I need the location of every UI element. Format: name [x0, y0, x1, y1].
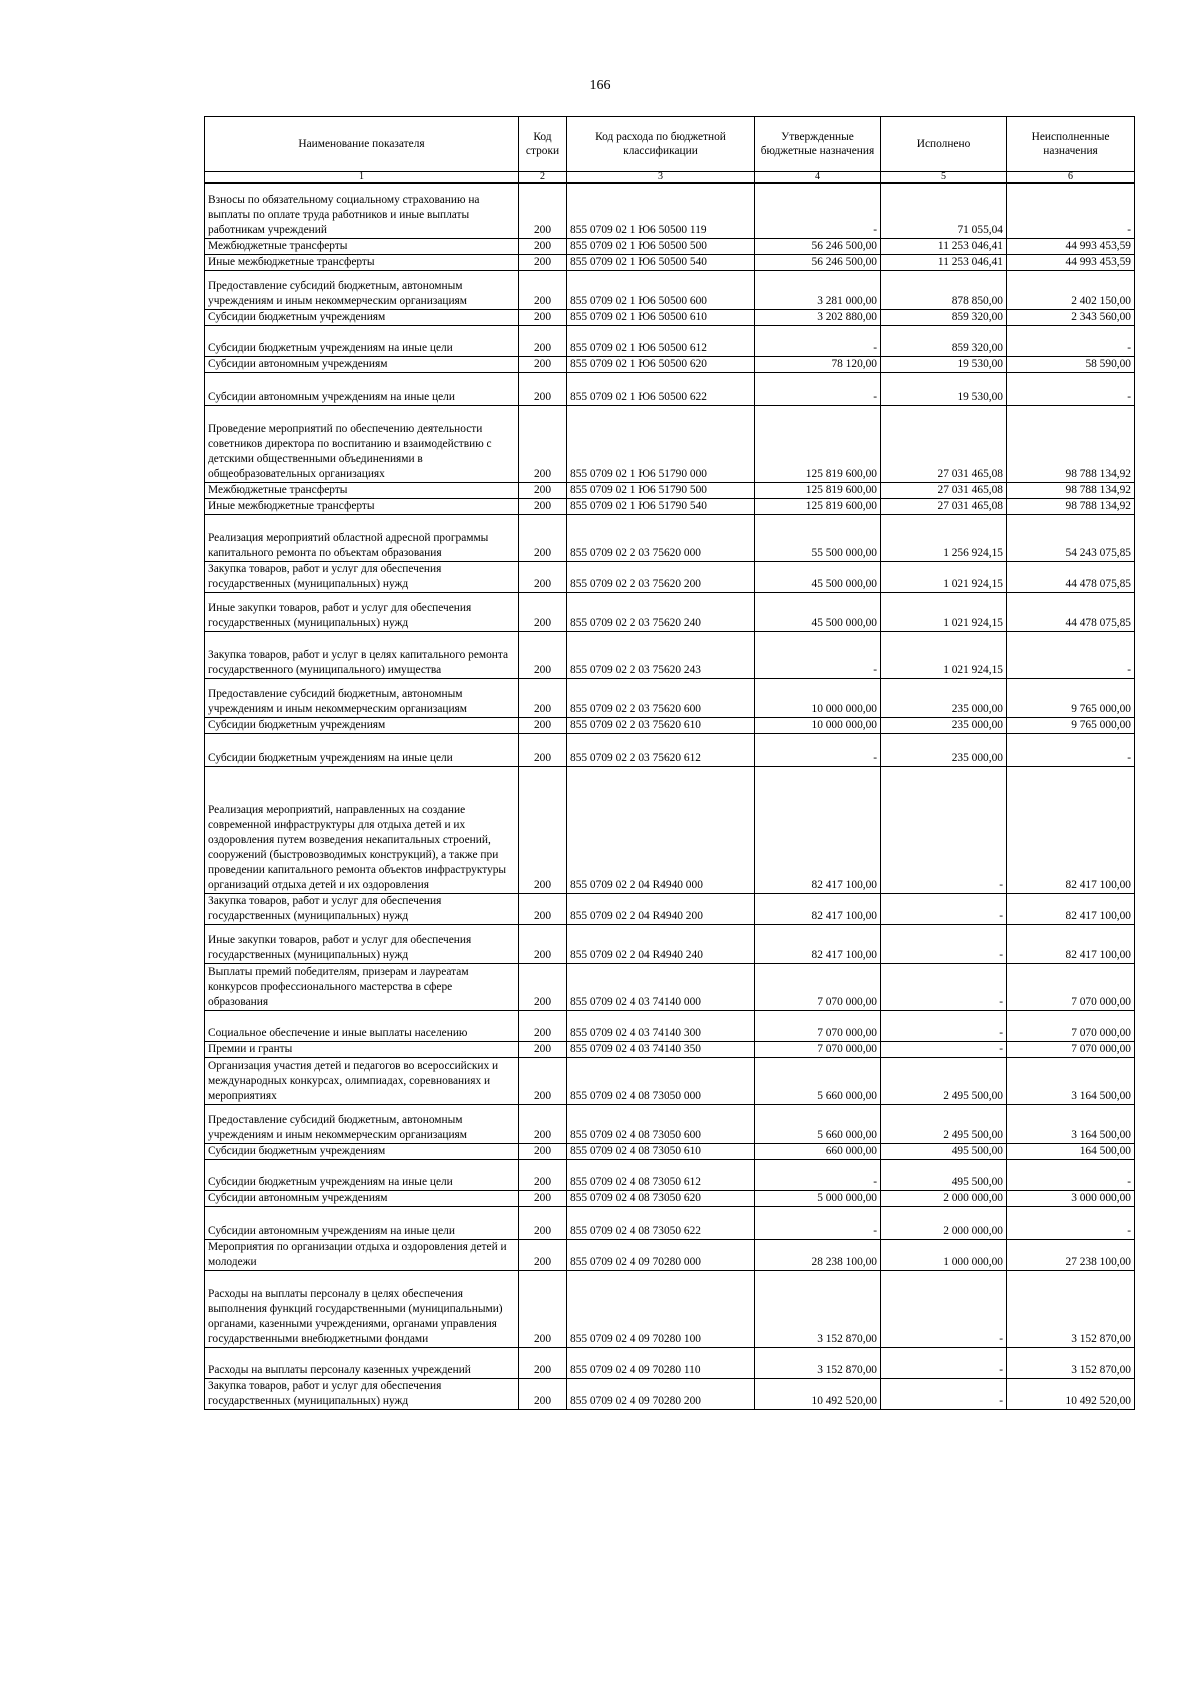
- table-row: [205, 515, 1135, 562]
- row-approved-cell: 125 819 600,00: [755, 499, 881, 515]
- row-line-code-cell: 200: [519, 255, 567, 271]
- row-classification-cell: 855 0709 02 1 Ю6 50500 622: [567, 373, 755, 406]
- row-executed-cell: 71 055,04: [881, 183, 1007, 239]
- row-classification-cell: 855 0709 02 1 Ю6 51790 000: [567, 406, 755, 483]
- row-unexecuted-cell: 3 000 000,00: [1007, 1191, 1135, 1207]
- row-unexecuted-cell: 3 164 500,00: [1007, 1058, 1135, 1105]
- row-classification-cell: 855 0709 02 1 Ю6 50500 540: [567, 255, 755, 271]
- row-classification-cell: 855 0709 02 1 Ю6 50500 500: [567, 239, 755, 255]
- column-header-classification: Код расхода по бюджетной классификации: [567, 117, 755, 172]
- row-classification-cell: 855 0709 02 2 03 75620 200: [567, 562, 755, 593]
- row-line-code-cell: 200: [519, 357, 567, 373]
- row-unexecuted-cell: 3 152 870,00: [1007, 1348, 1135, 1379]
- row-classification-cell: 855 0709 02 2 04 R4940 240: [567, 925, 755, 964]
- table-row: [205, 357, 1135, 373]
- header-row: [205, 117, 1135, 172]
- row-executed-cell: 2 495 500,00: [881, 1058, 1007, 1105]
- row-classification-cell: 855 0709 02 4 08 73050 622: [567, 1207, 755, 1240]
- row-line-code-cell: 200: [519, 718, 567, 734]
- row-classification-cell: 855 0709 02 1 Ю6 51790 540: [567, 499, 755, 515]
- row-name-cell: Иные межбюджетные трансферты: [205, 499, 519, 515]
- row-unexecuted-cell: 9 765 000,00: [1007, 718, 1135, 734]
- table-row: [205, 593, 1135, 632]
- row-approved-cell: -: [755, 632, 881, 679]
- row-name-cell: Реализация мероприятий, направленных на создание современной инфраструктуры для отдыха детей и их оздоровления путем возведения некапитальных строений, сооружений (быстровозводимых конструкций), а также при проведении капитального ремонта объектов инфраструктуры организаций отдыха детей и их оздоровления: [205, 767, 519, 894]
- row-line-code-cell: 200: [519, 515, 567, 562]
- row-approved-cell: 10 492 520,00: [755, 1379, 881, 1410]
- row-classification-cell: 855 0709 02 4 03 74140 350: [567, 1042, 755, 1058]
- row-line-code-cell: 200: [519, 632, 567, 679]
- row-name-cell: Субсидии бюджетным учреждениям: [205, 1144, 519, 1160]
- row-line-code-cell: 200: [519, 894, 567, 925]
- row-name-cell: Субсидии бюджетным учреждениям на иные цели: [205, 734, 519, 767]
- row-name-cell: Субсидии бюджетным учреждениям на иные цели: [205, 1160, 519, 1191]
- row-unexecuted-cell: -: [1007, 734, 1135, 767]
- table-row: [205, 483, 1135, 499]
- row-executed-cell: 11 253 046,41: [881, 239, 1007, 255]
- table-row: [205, 1058, 1135, 1105]
- row-unexecuted-cell: -: [1007, 326, 1135, 357]
- table-row: [205, 1144, 1135, 1160]
- row-line-code-cell: 200: [519, 1240, 567, 1271]
- row-line-code-cell: 200: [519, 326, 567, 357]
- row-classification-cell: 855 0709 02 1 Ю6 50500 610: [567, 310, 755, 326]
- row-unexecuted-cell: 54 243 075,85: [1007, 515, 1135, 562]
- row-executed-cell: -: [881, 1042, 1007, 1058]
- table-row: [205, 1207, 1135, 1240]
- row-line-code-cell: 200: [519, 1160, 567, 1191]
- column-number: 1: [205, 172, 519, 184]
- row-executed-cell: -: [881, 894, 1007, 925]
- row-approved-cell: 45 500 000,00: [755, 562, 881, 593]
- row-executed-cell: 27 031 465,08: [881, 483, 1007, 499]
- row-name-cell: Субсидии бюджетным учреждениям на иные цели: [205, 326, 519, 357]
- row-line-code-cell: 200: [519, 239, 567, 255]
- row-unexecuted-cell: 82 417 100,00: [1007, 894, 1135, 925]
- row-unexecuted-cell: -: [1007, 1207, 1135, 1240]
- row-name-cell: Предоставление субсидий бюджетным, автономным учреждениям и иным некоммерческим организациям: [205, 679, 519, 718]
- row-approved-cell: 45 500 000,00: [755, 593, 881, 632]
- row-classification-cell: 855 0709 02 4 08 73050 620: [567, 1191, 755, 1207]
- row-classification-cell: 855 0709 02 2 03 75620 600: [567, 679, 755, 718]
- row-line-code-cell: 200: [519, 406, 567, 483]
- row-approved-cell: -: [755, 373, 881, 406]
- table-row: [205, 632, 1135, 679]
- table-row: [205, 1105, 1135, 1144]
- row-line-code-cell: 200: [519, 1042, 567, 1058]
- table-row: [205, 406, 1135, 483]
- row-line-code-cell: 200: [519, 562, 567, 593]
- row-executed-cell: 235 000,00: [881, 718, 1007, 734]
- row-approved-cell: -: [755, 1160, 881, 1191]
- table-row: [205, 734, 1135, 767]
- row-executed-cell: -: [881, 1271, 1007, 1348]
- row-line-code-cell: 200: [519, 271, 567, 310]
- table-row: [205, 239, 1135, 255]
- row-name-cell: Предоставление субсидий бюджетным, автономным учреждениям и иным некоммерческим организациям: [205, 1105, 519, 1144]
- row-classification-cell: 855 0709 02 4 09 70280 000: [567, 1240, 755, 1271]
- row-approved-cell: -: [755, 183, 881, 239]
- column-header-line-code: Код строки: [519, 117, 567, 172]
- row-executed-cell: 235 000,00: [881, 734, 1007, 767]
- row-line-code-cell: 200: [519, 1348, 567, 1379]
- row-line-code-cell: 200: [519, 734, 567, 767]
- row-executed-cell: 495 500,00: [881, 1144, 1007, 1160]
- row-line-code-cell: 200: [519, 183, 567, 239]
- table-row: [205, 1379, 1135, 1410]
- row-name-cell: Расходы на выплаты персоналу казенных учреждений: [205, 1348, 519, 1379]
- row-classification-cell: 855 0709 02 4 03 74140 300: [567, 1011, 755, 1042]
- row-name-cell: Субсидии автономным учреждениям на иные цели: [205, 1207, 519, 1240]
- row-classification-cell: 855 0709 02 2 04 R4940 200: [567, 894, 755, 925]
- row-line-code-cell: 200: [519, 679, 567, 718]
- table-row: [205, 1348, 1135, 1379]
- row-executed-cell: 1 021 924,15: [881, 632, 1007, 679]
- row-classification-cell: 855 0709 02 2 03 75620 612: [567, 734, 755, 767]
- table-row: [205, 271, 1135, 310]
- row-executed-cell: -: [881, 964, 1007, 1011]
- row-unexecuted-cell: 27 238 100,00: [1007, 1240, 1135, 1271]
- row-approved-cell: 10 000 000,00: [755, 718, 881, 734]
- row-classification-cell: 855 0709 02 4 09 70280 110: [567, 1348, 755, 1379]
- row-line-code-cell: 200: [519, 310, 567, 326]
- row-approved-cell: -: [755, 1207, 881, 1240]
- row-line-code-cell: 200: [519, 1011, 567, 1042]
- row-approved-cell: 125 819 600,00: [755, 406, 881, 483]
- column-header-name: Наименование показателя: [205, 117, 519, 172]
- row-executed-cell: 19 530,00: [881, 373, 1007, 406]
- row-name-cell: Социальное обеспечение и иные выплаты населению: [205, 1011, 519, 1042]
- row-approved-cell: 28 238 100,00: [755, 1240, 881, 1271]
- row-approved-cell: -: [755, 734, 881, 767]
- row-unexecuted-cell: 58 590,00: [1007, 357, 1135, 373]
- row-name-cell: Закупка товаров, работ и услуг для обеспечения государственных (муниципальных) нужд: [205, 894, 519, 925]
- row-unexecuted-cell: 82 417 100,00: [1007, 925, 1135, 964]
- row-unexecuted-cell: 44 478 075,85: [1007, 593, 1135, 632]
- row-unexecuted-cell: 44 993 453,59: [1007, 239, 1135, 255]
- row-unexecuted-cell: 2 343 560,00: [1007, 310, 1135, 326]
- row-approved-cell: 3 202 880,00: [755, 310, 881, 326]
- row-classification-cell: 855 0709 02 2 04 R4940 000: [567, 767, 755, 894]
- row-executed-cell: 235 000,00: [881, 679, 1007, 718]
- row-executed-cell: 859 320,00: [881, 310, 1007, 326]
- table-row: [205, 679, 1135, 718]
- row-classification-cell: 855 0709 02 4 08 73050 612: [567, 1160, 755, 1191]
- row-name-cell: Мероприятия по организации отдыха и оздоровления детей и молодежи: [205, 1240, 519, 1271]
- row-executed-cell: 2 000 000,00: [881, 1207, 1007, 1240]
- table-row: [205, 925, 1135, 964]
- row-name-cell: Предоставление субсидий бюджетным, автономным учреждениям и иным некоммерческим организациям: [205, 271, 519, 310]
- row-approved-cell: 3 281 000,00: [755, 271, 881, 310]
- row-unexecuted-cell: 7 070 000,00: [1007, 1042, 1135, 1058]
- table-row: [205, 183, 1135, 239]
- row-unexecuted-cell: 7 070 000,00: [1007, 1011, 1135, 1042]
- row-approved-cell: 78 120,00: [755, 357, 881, 373]
- row-unexecuted-cell: 10 492 520,00: [1007, 1379, 1135, 1410]
- page-number: 166: [589, 78, 611, 93]
- column-header-approved: Утвержденные бюджетные назначения: [755, 117, 881, 172]
- row-line-code-cell: 200: [519, 593, 567, 632]
- row-approved-cell: 7 070 000,00: [755, 964, 881, 1011]
- column-number: 6: [1007, 172, 1135, 184]
- row-line-code-cell: 200: [519, 499, 567, 515]
- row-approved-cell: 5 660 000,00: [755, 1105, 881, 1144]
- row-executed-cell: 1 000 000,00: [881, 1240, 1007, 1271]
- row-unexecuted-cell: 2 402 150,00: [1007, 271, 1135, 310]
- row-classification-cell: 855 0709 02 1 Ю6 50500 600: [567, 271, 755, 310]
- row-name-cell: Иные закупки товаров, работ и услуг для обеспечения государственных (муниципальных) нужд: [205, 925, 519, 964]
- table-row: [205, 1042, 1135, 1058]
- table-row: [205, 894, 1135, 925]
- row-executed-cell: 859 320,00: [881, 326, 1007, 357]
- row-name-cell: Иные закупки товаров, работ и услуг для обеспечения государственных (муниципальных) нужд: [205, 593, 519, 632]
- table-row: [205, 1271, 1135, 1348]
- row-name-cell: Субсидии автономным учреждениям: [205, 357, 519, 373]
- row-classification-cell: 855 0709 02 4 08 73050 600: [567, 1105, 755, 1144]
- row-name-cell: Проведение мероприятий по обеспечению деятельности советников директора по воспитанию и взаимодействию с детскими общественными объединениями в общеобразовательных организациях: [205, 406, 519, 483]
- row-unexecuted-cell: 164 500,00: [1007, 1144, 1135, 1160]
- row-name-cell: Субсидии бюджетным учреждениям: [205, 310, 519, 326]
- row-executed-cell: 878 850,00: [881, 271, 1007, 310]
- column-number: 4: [755, 172, 881, 184]
- row-executed-cell: 1 256 924,15: [881, 515, 1007, 562]
- row-approved-cell: 82 417 100,00: [755, 767, 881, 894]
- row-unexecuted-cell: 3 152 870,00: [1007, 1271, 1135, 1348]
- row-line-code-cell: 200: [519, 1058, 567, 1105]
- row-executed-cell: -: [881, 925, 1007, 964]
- table-row: [205, 562, 1135, 593]
- row-classification-cell: 855 0709 02 1 Ю6 50500 119: [567, 183, 755, 239]
- row-approved-cell: 56 246 500,00: [755, 255, 881, 271]
- row-executed-cell: -: [881, 1348, 1007, 1379]
- row-classification-cell: 855 0709 02 4 08 73050 610: [567, 1144, 755, 1160]
- row-approved-cell: 5 660 000,00: [755, 1058, 881, 1105]
- row-approved-cell: 56 246 500,00: [755, 239, 881, 255]
- row-classification-cell: 855 0709 02 4 03 74140 000: [567, 964, 755, 1011]
- row-executed-cell: 27 031 465,08: [881, 406, 1007, 483]
- row-unexecuted-cell: 82 417 100,00: [1007, 767, 1135, 894]
- row-approved-cell: 10 000 000,00: [755, 679, 881, 718]
- row-executed-cell: -: [881, 1011, 1007, 1042]
- row-executed-cell: 2 495 500,00: [881, 1105, 1007, 1144]
- row-executed-cell: 27 031 465,08: [881, 499, 1007, 515]
- table-row: [205, 964, 1135, 1011]
- row-classification-cell: 855 0709 02 2 03 75620 000: [567, 515, 755, 562]
- row-line-code-cell: 200: [519, 964, 567, 1011]
- row-unexecuted-cell: 98 788 134,92: [1007, 499, 1135, 515]
- column-number: 2: [519, 172, 567, 184]
- row-name-cell: Закупка товаров, работ и услуг для обеспечения государственных (муниципальных) нужд: [205, 1379, 519, 1410]
- row-unexecuted-cell: 98 788 134,92: [1007, 483, 1135, 499]
- row-line-code-cell: 200: [519, 373, 567, 406]
- table-row: [205, 373, 1135, 406]
- row-line-code-cell: 200: [519, 1271, 567, 1348]
- row-unexecuted-cell: 7 070 000,00: [1007, 964, 1135, 1011]
- row-line-code-cell: 200: [519, 1191, 567, 1207]
- row-line-code-cell: 200: [519, 1105, 567, 1144]
- row-unexecuted-cell: -: [1007, 373, 1135, 406]
- row-approved-cell: -: [755, 326, 881, 357]
- row-unexecuted-cell: 44 993 453,59: [1007, 255, 1135, 271]
- row-approved-cell: 3 152 870,00: [755, 1348, 881, 1379]
- row-line-code-cell: 200: [519, 1379, 567, 1410]
- table-row: [205, 767, 1135, 894]
- row-executed-cell: 1 021 924,15: [881, 562, 1007, 593]
- row-name-cell: Реализация мероприятий областной адресной программы капитального ремонта по объектам образования: [205, 515, 519, 562]
- row-unexecuted-cell: -: [1007, 632, 1135, 679]
- row-name-cell: Премии и гранты: [205, 1042, 519, 1058]
- row-unexecuted-cell: -: [1007, 183, 1135, 239]
- row-name-cell: Расходы на выплаты персоналу в целях обеспечения выполнения функций государственными (муниципальными) органами, казенными учреждениями, органами управления государственными внебюджетными фондами: [205, 1271, 519, 1348]
- row-name-cell: Субсидии автономным учреждениям на иные цели: [205, 373, 519, 406]
- row-classification-cell: 855 0709 02 4 09 70280 200: [567, 1379, 755, 1410]
- row-executed-cell: 495 500,00: [881, 1160, 1007, 1191]
- row-approved-cell: 7 070 000,00: [755, 1011, 881, 1042]
- table-row: [205, 1240, 1135, 1271]
- row-unexecuted-cell: -: [1007, 1160, 1135, 1191]
- column-header-unexecuted: Неисполненные назначения: [1007, 117, 1135, 172]
- table-row: [205, 1191, 1135, 1207]
- row-approved-cell: 5 000 000,00: [755, 1191, 881, 1207]
- row-name-cell: Субсидии бюджетным учреждениям: [205, 718, 519, 734]
- row-executed-cell: -: [881, 1379, 1007, 1410]
- row-unexecuted-cell: 98 788 134,92: [1007, 406, 1135, 483]
- row-approved-cell: 55 500 000,00: [755, 515, 881, 562]
- row-classification-cell: 855 0709 02 2 03 75620 240: [567, 593, 755, 632]
- row-line-code-cell: 200: [519, 767, 567, 894]
- row-unexecuted-cell: 44 478 075,85: [1007, 562, 1135, 593]
- table-row: [205, 718, 1135, 734]
- row-name-cell: Межбюджетные трансферты: [205, 239, 519, 255]
- row-executed-cell: 11 253 046,41: [881, 255, 1007, 271]
- row-approved-cell: 82 417 100,00: [755, 894, 881, 925]
- row-classification-cell: 855 0709 02 4 09 70280 100: [567, 1271, 755, 1348]
- row-approved-cell: 82 417 100,00: [755, 925, 881, 964]
- table-row: [205, 326, 1135, 357]
- column-number-row: [205, 172, 1135, 184]
- row-name-cell: Взносы по обязательному социальному страхованию на выплаты по оплате труда работников и иные выплаты работникам учреждений: [205, 183, 519, 239]
- budget-execution-table: [204, 116, 1135, 1410]
- row-unexecuted-cell: 3 164 500,00: [1007, 1105, 1135, 1144]
- row-line-code-cell: 200: [519, 1207, 567, 1240]
- row-executed-cell: 19 530,00: [881, 357, 1007, 373]
- row-name-cell: Субсидии автономным учреждениям: [205, 1191, 519, 1207]
- row-line-code-cell: 200: [519, 483, 567, 499]
- row-name-cell: Выплаты премий победителям, призерам и лауреатам конкурсов профессионального мастерства в сфере образования: [205, 964, 519, 1011]
- row-approved-cell: 125 819 600,00: [755, 483, 881, 499]
- row-classification-cell: 855 0709 02 1 Ю6 51790 500: [567, 483, 755, 499]
- column-number: 3: [567, 172, 755, 184]
- table-row: [205, 255, 1135, 271]
- row-name-cell: Межбюджетные трансферты: [205, 483, 519, 499]
- row-name-cell: Иные межбюджетные трансферты: [205, 255, 519, 271]
- table-row: [205, 310, 1135, 326]
- row-classification-cell: 855 0709 02 4 08 73050 000: [567, 1058, 755, 1105]
- row-name-cell: Организация участия детей и педагогов во всероссийских и международных конкурсах, олимпиадах, соревнованиях и мероприятиях: [205, 1058, 519, 1105]
- table-row: [205, 1011, 1135, 1042]
- table-row: [205, 499, 1135, 515]
- row-classification-cell: 855 0709 02 1 Ю6 50500 612: [567, 326, 755, 357]
- column-header-executed: Исполнено: [881, 117, 1007, 172]
- row-approved-cell: 3 152 870,00: [755, 1271, 881, 1348]
- row-line-code-cell: 200: [519, 925, 567, 964]
- row-classification-cell: 855 0709 02 2 03 75620 610: [567, 718, 755, 734]
- row-line-code-cell: 200: [519, 1144, 567, 1160]
- row-executed-cell: -: [881, 767, 1007, 894]
- row-classification-cell: 855 0709 02 1 Ю6 50500 620: [567, 357, 755, 373]
- row-unexecuted-cell: 9 765 000,00: [1007, 679, 1135, 718]
- row-approved-cell: 660 000,00: [755, 1144, 881, 1160]
- row-name-cell: Закупка товаров, работ и услуг в целях капитального ремонта государственного (муниципального) имущества: [205, 632, 519, 679]
- row-name-cell: Закупка товаров, работ и услуг для обеспечения государственных (муниципальных) нужд: [205, 562, 519, 593]
- row-classification-cell: 855 0709 02 2 03 75620 243: [567, 632, 755, 679]
- table-row: [205, 1160, 1135, 1191]
- row-executed-cell: 1 021 924,15: [881, 593, 1007, 632]
- row-approved-cell: 7 070 000,00: [755, 1042, 881, 1058]
- row-executed-cell: 2 000 000,00: [881, 1191, 1007, 1207]
- column-number: 5: [881, 172, 1007, 184]
